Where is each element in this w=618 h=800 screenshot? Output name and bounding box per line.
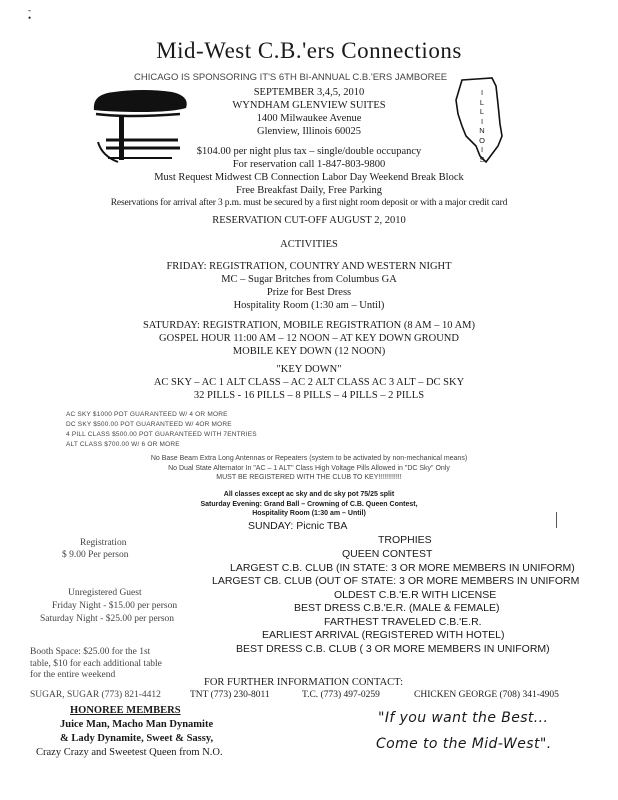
keydown-classes: AC SKY – AC 1 ALT CLASS – AC 2 ALT CLASS AC 3 ALT – DC SKY xyxy=(153,377,465,388)
booth-line: Booth Space: $25.00 for the 1st xyxy=(30,647,151,657)
keydown-rules xyxy=(0,454,618,483)
friday-prize: Prize for Best Dress xyxy=(266,287,352,298)
booth-line: for the entire weekend xyxy=(30,670,116,680)
evening-line: All classes except ac sky and dc sky pot 75/25 split xyxy=(223,491,395,498)
unregistered-label: Unregistered Guest xyxy=(68,588,142,598)
saturday-evening xyxy=(0,490,618,519)
saturday-night-price: Saturday Night - $25.00 per person xyxy=(40,614,175,624)
booth-space xyxy=(30,647,162,682)
hotel-city: Glenview, Illinois 60025 xyxy=(256,126,361,137)
trophy-item: FARTHEST TRAVELED C.B.'E.R. xyxy=(324,616,482,628)
friday-hospitality: Hospitality Room (1:30 am – Until) xyxy=(233,300,385,311)
slogan-line-2: Come to the Mid-West". xyxy=(376,736,552,752)
evening-line: Hospitality Room (1:30 am – Until) xyxy=(252,510,366,517)
friday-line: FRIDAY: REGISTRATION, COUNTRY AND WESTERN NIGHT xyxy=(166,261,452,272)
friday-night-price: Friday Night - $15.00 per person xyxy=(52,601,178,611)
pot-line: DC SKY $500.00 POT GUARANTEED W/ 4OR MORE xyxy=(66,421,232,428)
trophy-item: OLDEST C.B.'E.R WITH LICENSE xyxy=(334,589,497,601)
corner-mark: - • xyxy=(28,5,32,23)
pot-guarantees xyxy=(66,410,257,450)
event-dates: SEPTEMBER 3,4,5, 2010 xyxy=(253,87,365,98)
pot-line: AC SKY $1000 POT GUARANTEED W/ 4 OR MORE xyxy=(66,411,228,418)
trophy-item: EARLIEST ARRIVAL (REGISTERED WITH HOTEL) xyxy=(262,629,505,641)
activities-heading: ACTIVITIES xyxy=(280,239,338,250)
illinois-letters: I L L I N O I S xyxy=(479,88,485,164)
contact-person: SUGAR, SUGAR (773) 821-4412 xyxy=(30,690,161,700)
pot-line: ALT CLASS $700.00 W/ 6 OR MORE xyxy=(66,441,180,448)
honoree-line: & Lady Dynamite, Sweet & Sassy, xyxy=(60,733,214,744)
booth-line: table, $10 for each additional table xyxy=(30,658,162,669)
contact-person: TNT (773) 230-8011 xyxy=(190,690,270,700)
rule-line: No Dual State Alternator In "AC – 1 ALT" Class High Voltage Pills Allowed in "DC Sky" Only xyxy=(168,464,450,472)
slogan-line-1: "If you want the Best... xyxy=(378,710,549,726)
breakfast-parking: Free Breakfast Daily, Free Parking xyxy=(236,185,382,196)
saturday-line: SATURDAY: REGISTRATION, MOBILE REGISTRATION (8 AM – 10 AM) xyxy=(142,320,476,331)
rule-line: No Base Beam Extra Long Antennas or Repeaters (system to be activated by non-mechanical means) xyxy=(150,455,468,462)
trophy-item: BEST DRESS C.B.'E.R. (MALE & FEMALE) xyxy=(294,602,500,614)
reservation-cutoff: RESERVATION CUT-OFF AUGUST 2, 2010 xyxy=(212,215,406,226)
trophy-item: LARGEST C.B. CLUB (IN STATE: 3 OR MORE MEMBERS IN UNIFORM) xyxy=(230,562,575,574)
honoree-heading: HONOREE MEMBERS xyxy=(70,705,181,716)
sunday-line: SUNDAY: Picnic TBA xyxy=(248,520,348,532)
honoree-line: Crazy Crazy and Sweetest Queen from N.O. xyxy=(36,747,223,758)
saturday-gospel: GOSPEL HOUR 11:00 AM – 12 NOON – AT KEY DOWN GROUND xyxy=(159,333,459,344)
hotel-name: WYNDHAM GLENVIEW SUITES xyxy=(232,100,386,111)
registration-label: Registration xyxy=(80,538,127,548)
keydown-heading: "KEY DOWN" xyxy=(276,364,342,375)
flyer-title: Mid-West C.B.'ers Connections xyxy=(156,38,462,63)
keydown-pills: 32 PILLS - 16 PILLS – 8 PILLS – 4 PILLS – 2 PILLS xyxy=(193,390,425,401)
registration-price: $ 9.00 Per person xyxy=(62,550,129,560)
margin-mark xyxy=(556,512,557,528)
evening-line: Saturday Evening: Grand Ball – Crowning of C.B. Queen Contest, xyxy=(200,500,418,508)
sponsor-line: CHICAGO IS SPONSORING IT'S 6TH BI-ANNUAL C.B.'ERS JAMBOREE xyxy=(134,72,448,83)
trophy-item: QUEEN CONTEST xyxy=(342,548,433,560)
saturday-keydown: MOBILE KEY DOWN (12 NOON) xyxy=(232,346,386,357)
late-arrival-note: Reservations for arrival after 3 p.m. must be secured by a first night room deposit or with a major credit card xyxy=(110,198,508,208)
contact-person: T.C. (773) 497-0259 xyxy=(302,690,380,700)
block-request: Must Request Midwest CB Connection Labor Day Weekend Break Block xyxy=(154,172,464,183)
honoree-line: Juice Man, Macho Man Dynamite xyxy=(60,719,214,730)
pot-line: 4 PILL CLASS $500.00 POT GUARANTEED WITH 7ENTRIES xyxy=(66,431,257,438)
room-rate: $104.00 per night plus tax – single/double occupancy xyxy=(196,146,422,157)
contact-person: CHICKEN GEORGE (708) 341-4905 xyxy=(414,690,559,700)
friday-mc: MC – Sugar Britches from Columbus GA xyxy=(221,274,397,285)
trophy-item: LARGEST CB. CLUB (OUT OF STATE: 3 OR MORE MEMBERS IN UNIFORM xyxy=(212,575,580,587)
rule-line: MUST BE REGISTERED WITH THE CLUB TO KEY!!!!!!!!!!!! xyxy=(216,474,402,481)
trophy-item: BEST DRESS C.B. CLUB ( 3 OR MORE MEMBERS IN UNIFORM) xyxy=(236,643,550,655)
hotel-address: 1400 Milwaukee Avenue xyxy=(256,113,362,124)
contact-heading: FOR FURTHER INFORMATION CONTACT: xyxy=(204,677,403,688)
reservation-phone: For reservation call 1-847-803-9800 xyxy=(232,159,386,170)
trophies-heading: TROPHIES xyxy=(378,534,432,546)
